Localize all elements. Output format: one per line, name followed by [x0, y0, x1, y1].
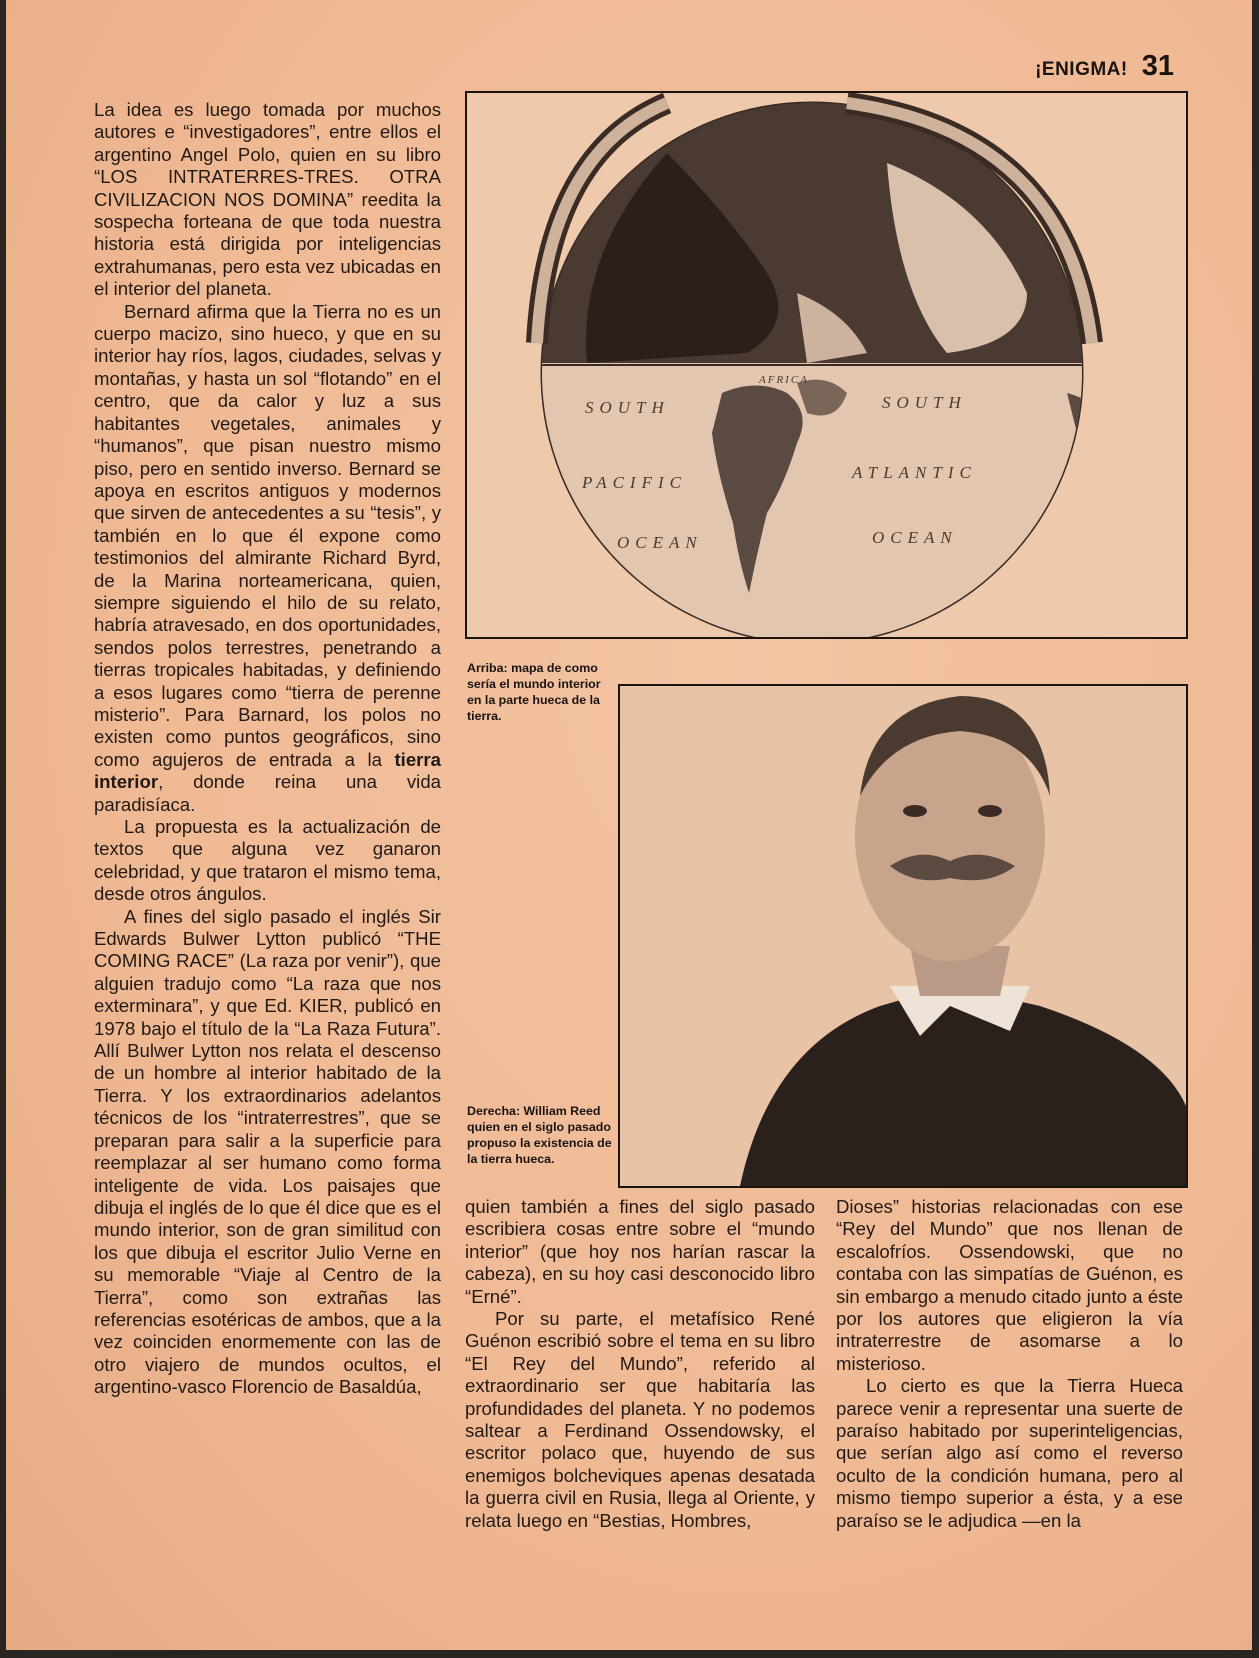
paragraph: La propuesta es la actualización de textos que alguna vez ganaron celebridad, y que trataron el mismo tema, desde otros ángulos.	[94, 816, 441, 905]
paragraph: quien también a fines del siglo pasado escribiera cosas entre sobre el “mundo interior” (que hoy nos harían rascar la cabeza), en su hoy casi desconocido libro “Erné”.	[465, 1196, 815, 1307]
paragraph: La idea es luego tomada por muchos autores e “investigadores”, entre ellos el argentino Angel Polo, quien en su libro “LOS INTRATERRES-TRES. OTRA CIVILIZACION NOS DOMINA” reedita la sospecha forteana de que toda nuestra historia está dirigida por inteligencias extrahumanas, pero esta vez ubicadas en el interior del planeta.	[94, 99, 441, 300]
map-label: OCEAN	[872, 528, 958, 547]
paragraph: Dioses” historias relacionadas con ese “Rey del Mundo” que nos llenan de escalofríos. Ossendowski, que no contaba con las simpatías de Guénon, es sin embargo a menudo citado junto a éste por los autores que eligieron la vía intraterrestre de asomarse a lo misterioso.	[836, 1196, 1183, 1374]
portrait-caption: Derecha: William Reed quien en el siglo pasado propuso la existencia de la tierra hueca.	[467, 1104, 612, 1166]
hollow-earth-map-figure	[465, 91, 1188, 639]
text-column-middle	[465, 1196, 815, 1532]
map-label: SOUTH	[585, 398, 670, 417]
map-label: PACIFIC	[582, 473, 687, 492]
paragraph: A fines del siglo pasado el inglés Sir Edwards Bulwer Lytton publicó “THE COMING RACE” (La raza por venir”), que alguien tradujo como “La raza que nos exterminara”, y que Ed. KIER, publicó en 1978 bajo el título de la “La Raza Futura”. Allí Bulwer Lytton nos relata el descenso de un hombre al interior habitado de la Tierra. Y los extraordinarios adelantos técnicos de los “intraterrestres”, que se preparan para salir a la superficie para reemplazar al ser humano como forma inteligente de vida. Los paisajes que dibuja el inglés de lo que él dice que es el mundo interior, son de gran similitud con los que dibuja el escritor Julio Verne en su memorable “Viaje al Centro de la Tierra”, como son extrañas las referencias esotéricas de ambos, que a la vez coinciden enormemente con las de otro viajero de mundos ocultos, el argentino-vasco Florencio de Basaldúa,	[94, 905, 441, 1398]
portrait-illustration	[620, 686, 1186, 1186]
paragraph	[94, 301, 441, 816]
map-label: OCEAN	[617, 533, 703, 552]
paragraph-text: Bernard afirma que la Tierra no es un cuerpo macizo, sino hueco, y que en su interior hay ríos, lagos, ciudades, selvas y montañas, y hasta un sol “flotando” en el centro, que da calor y luz a sus habitantes vegetales, animales y “humanos”, que pisan nuestro mismo piso, pero en sentido inverso. Bernard se apoya en escritos antiguos y modernos que sirven de antecedentes a su “tesis”, y también en lo que él expone como testimonios del almirante Richard Byrd, de la Marina norteamericana, quien, siempre siguiendo el hilo de su relato, habría atravesado, en dos oportunidades, sendos polos terrestres, penetrando a tierras tropicales habitadas, y definiendo a esos lugares como “tierra de perenne misterio”. Para Barnard, los polos no existen como puntos geográficos, sino como agujeros de entrada a la	[94, 300, 441, 770]
paragraph-text: , donde reina una vida paradisíaca.	[94, 771, 441, 815]
page-header	[1035, 50, 1174, 83]
paragraph: Por su parte, el metafísico René Guénon escribió sobre el tema en su libro “El Rey del Mundo”, referido al extraordinario ser que habitaría las profundidades del planeta. Y no podemos saltear a Ferdinand Ossendowsky, el escritor polaco que, huyendo de sus enemigos bolcheviques apenas desatada la guerra civil en Rusia, llega al Oriente, y relata luego en “Bestias, Hombres,	[465, 1308, 815, 1531]
map-label: ATLANTIC	[852, 463, 977, 482]
map-label: SOUTH	[882, 393, 967, 412]
map-label: AFRICA	[759, 374, 809, 386]
magazine-name: ¡ENIGMA!	[1035, 59, 1128, 80]
map-caption: Arriba: mapa de como sería el mundo interior en la parte hueca de la tierra.	[467, 661, 601, 723]
text-column-left	[94, 99, 441, 1399]
bold-term: tierra interior	[94, 748, 441, 793]
paragraph: Lo cierto es que la Tierra Hueca parece venir a representar una suerte de paraíso habitado por superinteligencias, que serían algo así como el reverso oculto de la condición humana, pero al mismo tiempo superior a ésta, y a ese paraíso se le adjudica —en la	[836, 1375, 1183, 1531]
globe-illustration	[467, 93, 1186, 637]
magazine-page	[6, 0, 1252, 1650]
text-column-right	[836, 1196, 1183, 1532]
page-number: 31	[1141, 50, 1174, 82]
william-reed-portrait-figure	[618, 684, 1188, 1188]
